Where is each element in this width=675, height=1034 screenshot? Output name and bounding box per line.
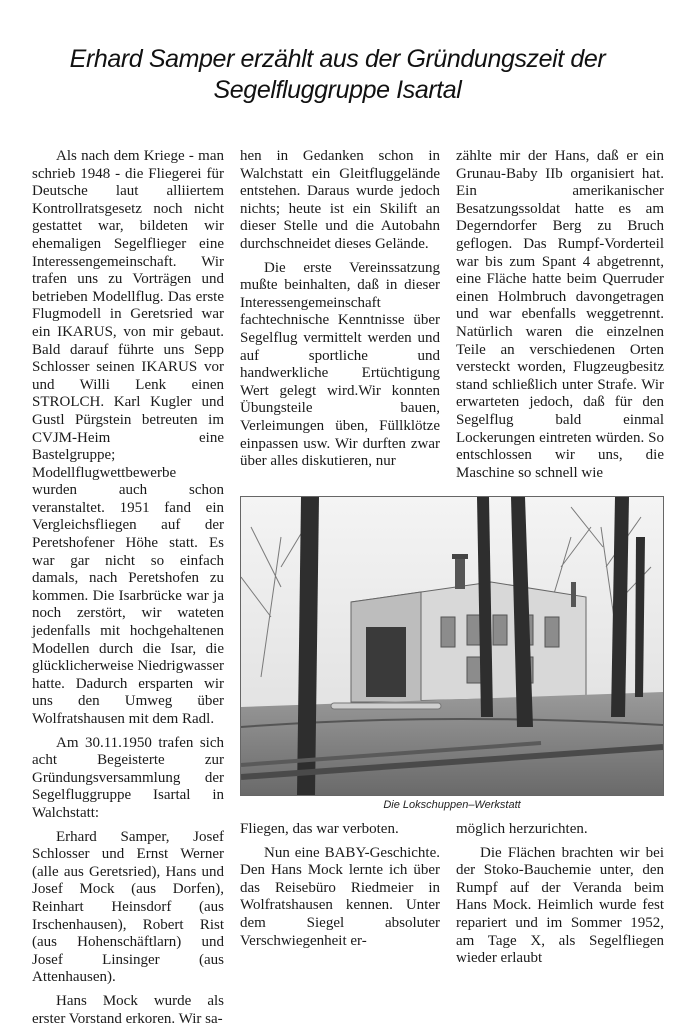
paragraph: Die Flächen brachten wir bei der Stoko-Bauchemie unter, den Rumpf auf der Veranda beim Hans Mock. Heimlich wurde fest repariert und im Sommer 1952, am Tage X, als Segelfliegen wieder erlaubt [456,844,664,967]
article-title [30,44,645,106]
paragraph: Erhard Samper, Josef Schlosser und Ernst Werner (alle aus Geretsried), Hans und Josef Mock (aus Dorfen), Reinhart Heinsdorf (aus Irschenhausen), Robert Rist (aus Hohenschäftlarn) und Josef Linsinger (aus Attenhausen). [32,828,224,986]
paragraph: hen in Gedanken schon in Walchstatt ein Gleitfluggelände entstehen. Daraus wurde jedoch nichts; heute ist ein Skilift an dieser Stelle und die Autobahn durchschneidet dieses Gelände. [240,148,440,252]
workshop-photo [240,496,664,796]
text-column-3 [456,148,664,488]
text-column-1 [32,148,224,1034]
text-column-2 [240,148,440,477]
paragraph: Am 30.11.1950 trafen sich acht Begeisterte zur Gründungsversammlung der Segelfluggruppe Isartal in Walchstatt: [32,734,224,821]
paragraph: Hans Mock wurde als erster Vorstand erkoren. Wir sa- [32,992,224,1027]
paragraph: Fliegen, das war verboten. [240,821,399,837]
paragraph: zählte mir der Hans, daß er ein Grunau-Baby IIb organisiert hat. Ein amerikanischer Besatzungssoldat hatte es am Degerndorfer Berg zu Bruch geflogen. Das Rumpf-Vorderteil war bis zum Spant 4 abgetrennt, eine Fläche hatte beim Querruder einen Holmbruch davongetragen und war ebenfalls weggetrennt. Natürlich waren die einzelnen Teile an verschiedenen Orten versteckt worden, Flugzeugbesitz stand schließlich unter Strafe. Wir erwarteten jedoch, daß für den Segelflug bald einmal Lockerungen eintreten würden. So entschlossen wir uns, die Maschine so schnell wie [456,148,664,481]
text-column-3-bottom [456,821,664,974]
paragraph: Nun eine BABY-Geschichte. Den Hans Mock lernte ich über das Reisebüro Riedmeier in Wolfratshausen kennen. Unter dem Siegel absoluter Verschwiegenheit er- [240,844,440,949]
title-line-2: Segelfluggruppe Isartal [213,76,462,104]
paragraph: Die erste Vereinssatzung mußte beinhalten, daß in dieser Interessengemeinschaft fachtechnische Kenntnisse über Segelflug vermittelt werden und auf sportliche und handwerkliche Ertüchtigung Wert gelegt wird.Wir konnten Übungsteile bauen, Verleimungen üben, Füllklötze einpassen usw. Wir durften zwar über alles diskutieren, nur [240,259,440,470]
text-column-2-bottom [240,821,440,956]
photo-caption: Die Lokschuppen–Werkstatt [383,799,521,811]
title-line-1: Erhard Samper erzählt aus der Gründungszeit der [69,45,606,73]
paragraph: möglich herzurichten. [456,821,588,837]
paragraph: Als nach dem Kriege - man schrieb 1948 - die Fliegerei für Deutsche laut alliiertem Kontrollratsgesetz noch nicht gestattet war, bildeten wir ehemaligen Segelflieger eine Interessengemeinschaft. Wir trafen uns zu Vorträgen und betrieben Modellflug. Das erste Flugmodell in Geretsried war ein IKARUS, von mir gebaut. Bald darauf führte uns Sepp Schlosser seinen IKARUS vor und Willi Lenk einen STROLCH. Karl Kugler und Gustl Pürgstein betreuten im CVJM-Heim eine Bastelgruppe; Modellflugwettbewerbe wurden auch schon veranstaltet. 1951 fand ein Vergleichsfliegen auf der Peretshofener Höhe statt. Es war gar nicht so einfach damals, nach Peretshofen zu kommen. Die Isarbrücke war ja noch zerstört, wir wateten jedenfalls mit hochgehaltenen Modellen durch die Isar, die glücklicherweise Niedrigwasser hatte. Dadurch ersparten wir uns den Umweg über Wolfratshausen mit dem Radl. [32,148,225,727]
photo-illustration [241,497,663,795]
